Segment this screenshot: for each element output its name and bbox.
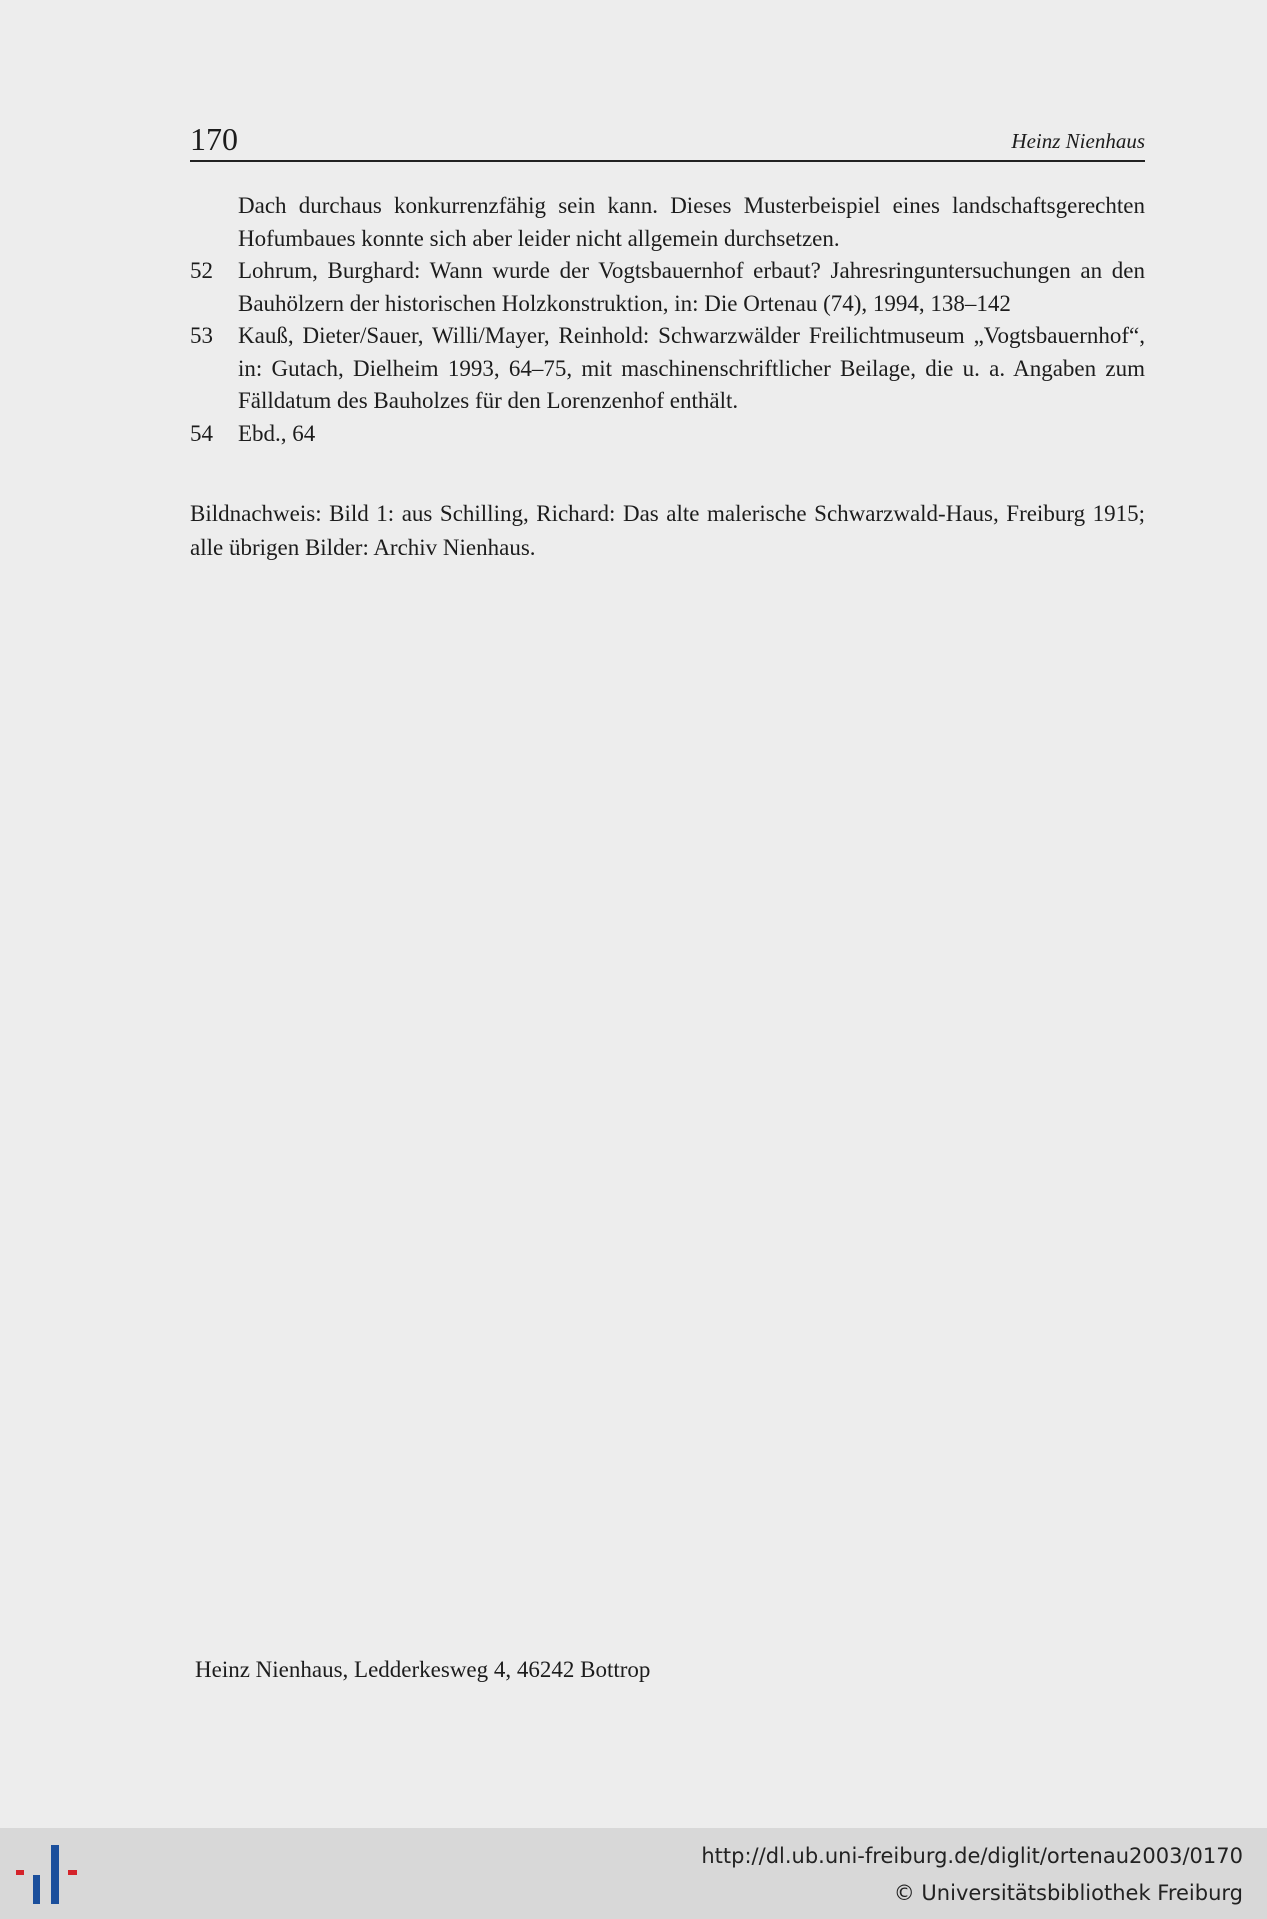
note-item xyxy=(190,255,1145,320)
note-number: 52 xyxy=(190,258,213,283)
endnotes xyxy=(190,190,1145,450)
note-text: Lohrum, Burghard: Wann wurde der Vogtsbauernhof erbaut? Jahresringuntersuchungen an den Bauhölzern der historischen Holzkonstruktion, in: Die Ortenau (74), 1994, 138–142 xyxy=(238,258,1145,316)
note-text: Kauß, Dieter/Sauer, Willi/Mayer, Reinhold: Schwarzwälder Freilichtmuseum „Vogtsbauernhof“, in: Gutach, Dielheim 1993, 64–75, mit maschinenschriftlicher Beilage, die u. a. Angaben zum Fälldatum des Bauholzes für den Lorenzenhof enthält. xyxy=(238,323,1145,413)
copyright-notice: © Universitätsbibliothek Freiburg xyxy=(893,1881,1243,1905)
note-number: 53 xyxy=(190,323,213,348)
note-item xyxy=(190,320,1145,418)
note-text: Ebd., 64 xyxy=(238,420,316,446)
note-continuation: Dach durchaus konkurrenzfähig sein kann. Dieses Musterbeispiel eines landschaftsgerechten Hofumbaues konnte sich aber leider nicht allgemein durchsetzen. xyxy=(238,193,1145,251)
source-url-link[interactable]: http://dl.ub.uni-freiburg.de/diglit/ortenau2003/0170 xyxy=(701,1844,1243,1868)
running-head: Heinz Nienhaus xyxy=(1011,129,1145,153)
note-item xyxy=(190,418,1145,451)
note-number: 54 xyxy=(190,420,213,446)
library-logo-icon xyxy=(16,1837,80,1909)
header-rule xyxy=(190,160,1145,162)
page-header xyxy=(190,120,1145,162)
page-number: 170 xyxy=(190,121,238,157)
author-address: Heinz Nienhaus, Ledderkesweg 4, 46242 Bottrop xyxy=(195,1657,651,1682)
image-credits: Bildnachweis: Bild 1: aus Schilling, Richard: Das alte malerische Schwarzwald-Haus, Freiburg 1915; alle übrigen Bilder: Archiv Nienhaus. xyxy=(190,501,1145,560)
